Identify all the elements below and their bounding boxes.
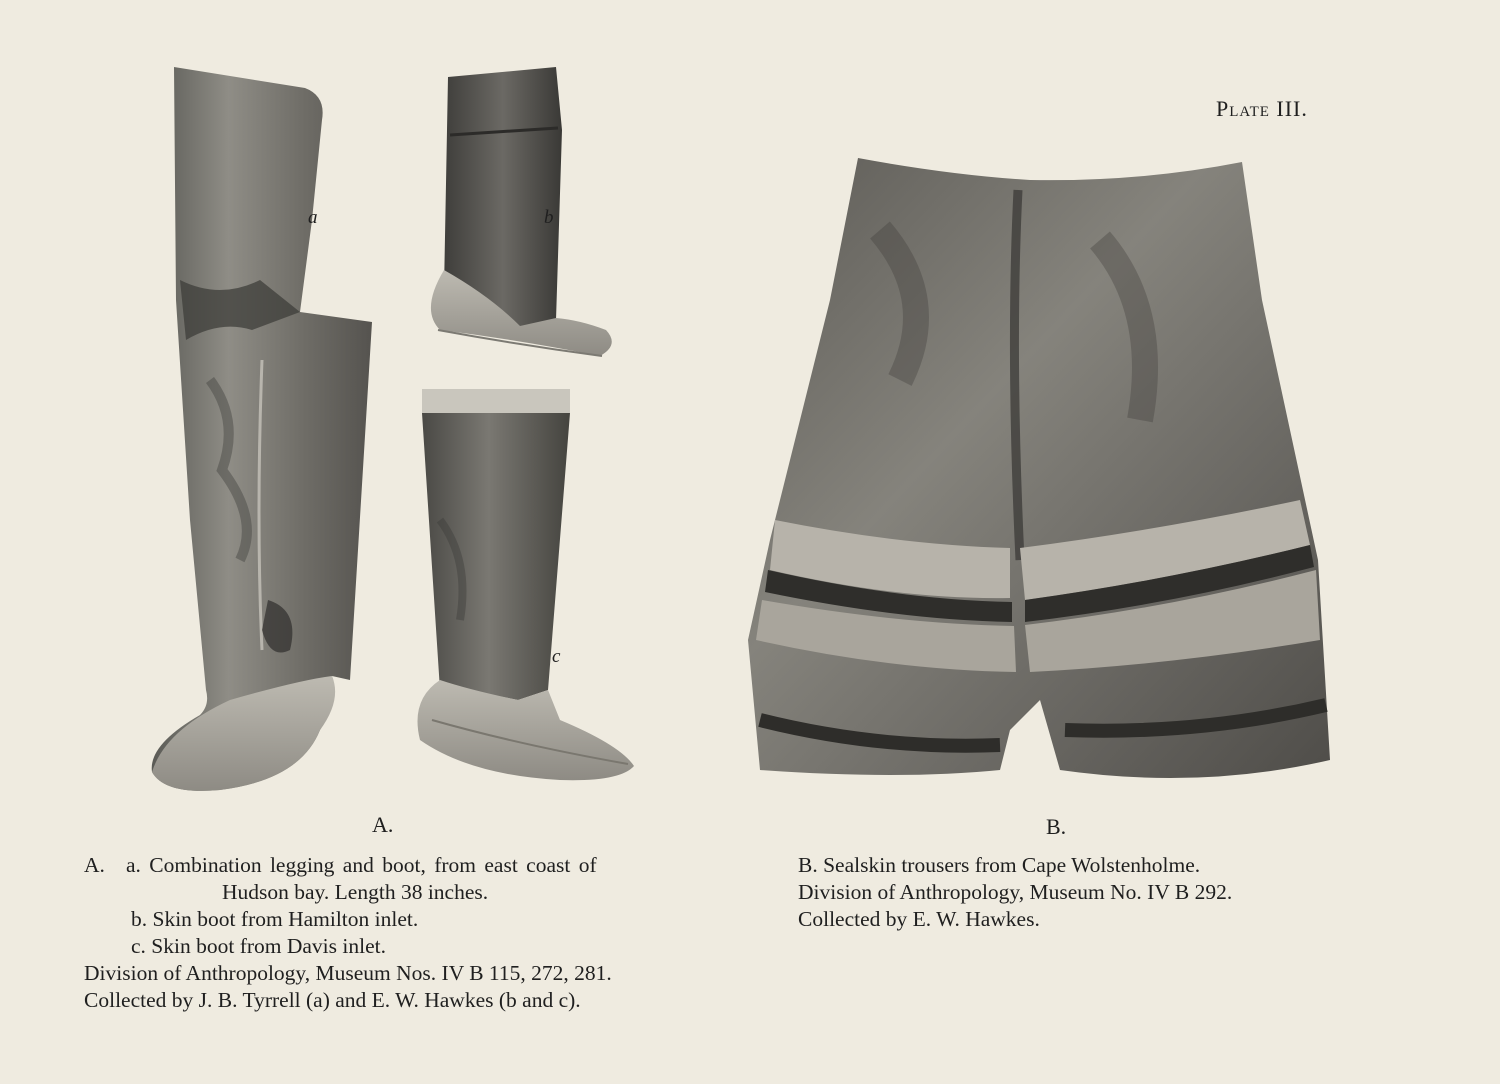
caption-b-line1: B. Sealskin trousers from Cape Wolstenholme. [798, 853, 1201, 877]
plate-title: Plate III. [1216, 96, 1308, 121]
skin-boot-b-photo [431, 67, 612, 356]
caption-a-line6: Collected by J. B. Tyrrell (a) and E. W. Hawkes (b and c). [84, 988, 581, 1012]
item-letter-c: c [552, 646, 561, 667]
figure-b-caption [798, 852, 1398, 933]
sealskin-trousers-photo [748, 158, 1330, 778]
item-letter-b: b [544, 207, 554, 228]
caption-a-line4: c. Skin boot from Davis inlet. [131, 934, 386, 958]
caption-a-line2: Hudson bay. Length 38 inches. [222, 880, 489, 904]
item-letter-a: a [308, 207, 318, 228]
skin-boot-c-photo [418, 389, 635, 780]
caption-b-line2: Division of Anthropology, Museum No. IV B 292. [798, 880, 1233, 904]
legging-boot-a-photo [152, 67, 372, 791]
caption-a-line1: a. Combination legging and boot, from east coast of [126, 853, 597, 877]
figure-b-label: B. [1046, 814, 1067, 839]
caption-a-prefix: A. [84, 853, 105, 877]
caption-b-line3: Collected by E. W. Hawkes. [798, 907, 1040, 931]
figure-a-label: A. [372, 812, 394, 837]
figure-a-caption [84, 852, 724, 1014]
caption-a-line5: Division of Anthropology, Museum Nos. IV B 115, 272, 281. [84, 961, 612, 985]
caption-a-line3: b. Skin boot from Hamilton inlet. [131, 907, 419, 931]
